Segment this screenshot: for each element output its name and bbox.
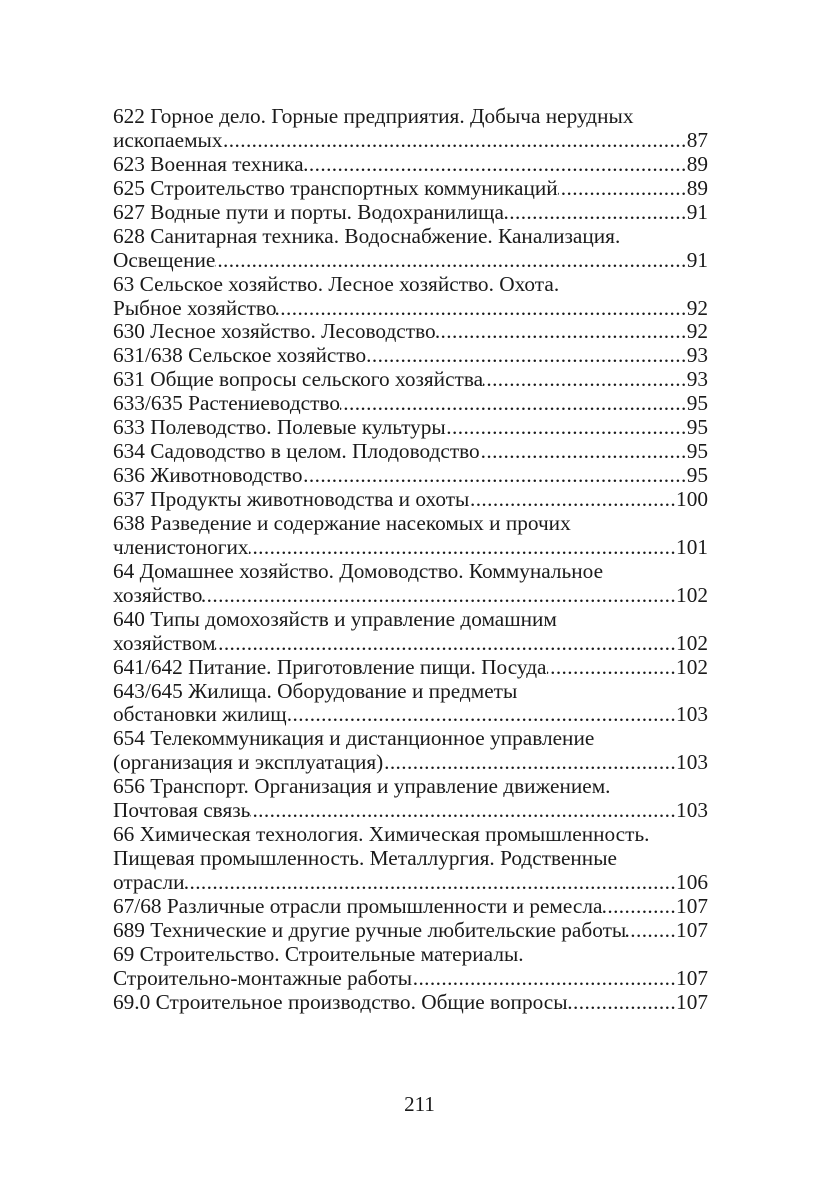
toc-entry-page: 95 — [686, 391, 708, 416]
toc-entry-title: ископаемых — [113, 127, 223, 152]
toc-entry-line: 628 Санитарная техника. Водоснабжение. Канализация. — [113, 224, 621, 248]
toc-entry-last-line — [113, 344, 708, 368]
toc-entry — [113, 991, 708, 1015]
toc-entry-last-line — [113, 871, 708, 895]
dot-leader — [340, 392, 687, 416]
toc-entry-page: 95 — [686, 439, 708, 464]
toc-entry — [113, 488, 708, 512]
dot-leader — [504, 201, 687, 225]
toc-entry — [113, 105, 708, 153]
dot-leader — [215, 249, 686, 273]
toc-entry-title: 637 Продукты животноводства и охоты — [113, 487, 470, 511]
toc-entry-line: 622 Горное дело. Горные предприятия. Добыча нерудных — [113, 105, 634, 128]
toc-entry-last-line — [113, 201, 708, 225]
toc-entry-page: 95 — [686, 415, 708, 440]
toc-entry — [113, 392, 708, 416]
dot-leader — [436, 320, 687, 344]
toc-entry-title: 67/68 Различные отрасли промышленности и ремесла — [113, 893, 603, 918]
toc-entry-page: 103 — [676, 798, 708, 823]
toc-entry-page: 87 — [686, 127, 708, 152]
toc-entry — [113, 823, 708, 895]
toc-entry-line: 643/645 Жилища. Оборудование и предметы — [113, 679, 518, 703]
toc-entry-line: Пищевая промышленность. Металлургия. Родственные — [113, 847, 617, 871]
toc-entry-last-line — [113, 751, 708, 775]
toc-entry-line: 69 Строительство. Строительные материалы. — [113, 942, 524, 966]
toc-entry-page: 107 — [676, 965, 708, 990]
toc-entry-title: обстановки жилищ — [113, 702, 287, 727]
dot-leader — [469, 488, 676, 512]
dot-leader — [558, 177, 687, 201]
toc-entry-line: 654 Телекоммуникация и дистанционное управление — [113, 727, 595, 751]
toc-entry-title: 630 Лесное хозяйство. Лесоводство — [113, 319, 436, 344]
toc-entry — [113, 775, 708, 823]
toc-entry-title: 634 Садоводство в целом. Плодоводство — [113, 439, 480, 464]
toc-entry-title: 631/638 Сельское хозяйство — [113, 343, 367, 368]
toc-entry-last-line — [113, 488, 708, 512]
toc-entry-title: Рыбное хозяйство — [113, 295, 277, 320]
toc-entry-last-line — [113, 320, 708, 344]
toc-entry — [113, 895, 708, 919]
toc-entry — [113, 153, 708, 177]
toc-entry-page: 102 — [676, 582, 708, 607]
toc-entry-title: отрасли — [113, 870, 185, 894]
toc-entry-line: 656 Транспорт. Организация и управление движением. — [113, 775, 611, 799]
toc-entry-last-line — [113, 153, 708, 177]
toc-entry-page: 107 — [676, 917, 708, 942]
toc-entry-page: 89 — [686, 175, 708, 200]
dot-leader — [383, 751, 676, 775]
dot-leader — [185, 871, 677, 895]
toc-entry — [113, 416, 708, 440]
toc-entry-title: хозяйством — [113, 630, 216, 655]
toc-entry-page: 103 — [676, 702, 708, 727]
toc-entry-page: 92 — [686, 319, 708, 344]
table-of-contents — [113, 105, 708, 1015]
toc-entry — [113, 320, 708, 344]
toc-entry-page: 89 — [686, 151, 708, 176]
toc-entry-line: 64 Домашнее хозяйство. Домоводство. Коммунальное — [113, 559, 604, 583]
toc-entry — [113, 344, 708, 368]
toc-entry — [113, 225, 708, 273]
toc-entry-last-line — [113, 991, 708, 1015]
toc-entry — [113, 464, 708, 488]
toc-entry-page: 95 — [686, 463, 708, 488]
toc-entry-page: 102 — [676, 654, 708, 679]
dot-leader — [480, 440, 687, 464]
dot-leader — [547, 656, 677, 680]
dot-leader — [483, 368, 687, 392]
toc-entry — [113, 608, 708, 656]
toc-entry-last-line — [113, 416, 708, 440]
toc-entry-last-line — [113, 392, 708, 416]
dot-leader — [366, 344, 687, 368]
toc-entry-page: 103 — [676, 750, 708, 775]
toc-entry-last-line — [113, 129, 708, 153]
dot-leader — [287, 703, 676, 727]
toc-entry-title: 689 Технические и другие ручные любительские работы — [113, 917, 627, 942]
toc-entry-last-line — [113, 656, 708, 680]
toc-entry — [113, 273, 708, 321]
dot-leader — [304, 153, 687, 177]
toc-entry-title: (организация и эксплуатация) — [113, 750, 384, 775]
toc-entry-last-line — [113, 177, 708, 201]
toc-entry-page: 92 — [686, 295, 708, 320]
toc-entry-last-line — [113, 440, 708, 464]
toc-entry-last-line — [113, 536, 708, 560]
toc-entry-last-line — [113, 632, 708, 656]
toc-entry-line: 63 Сельское хозяйство. Лесное хозяйство. Охота. — [113, 272, 560, 296]
toc-entry — [113, 512, 708, 560]
page-number: 211 — [404, 1092, 435, 1116]
dot-leader — [202, 584, 676, 608]
dot-leader — [215, 632, 676, 656]
toc-entry-line: 640 Типы домохозяйств и управление домашним — [113, 607, 557, 631]
dot-leader — [249, 536, 677, 560]
dot-leader — [250, 799, 676, 823]
toc-entry-last-line — [113, 368, 708, 392]
toc-entry-title: 623 Военная техника — [113, 151, 304, 176]
toc-entry-last-line — [113, 297, 708, 321]
toc-entry-title: 641/642 Питание. Приготовление пищи. Посуда — [113, 654, 547, 679]
toc-entry-title: 633 Полеводство. Полевые культуры — [113, 415, 446, 440]
toc-entry-page: 91 — [686, 247, 708, 272]
toc-entry — [113, 177, 708, 201]
toc-entry-page: 106 — [676, 870, 708, 894]
toc-entry-last-line — [113, 967, 708, 991]
toc-entry — [113, 560, 708, 608]
toc-entry-last-line — [113, 584, 708, 608]
toc-entry-title: хозяйство — [113, 582, 203, 607]
toc-entry-line: 66 Химическая технология. Химическая промышленность. — [113, 823, 650, 847]
toc-entry-page: 102 — [676, 630, 708, 655]
toc-entry-title: Почтовая связь — [113, 798, 251, 823]
toc-entry-last-line — [113, 249, 708, 273]
toc-entry-title: Освещение — [113, 247, 216, 272]
toc-entry-title: 627 Водные пути и порты. Водохранилища — [113, 199, 504, 224]
dot-leader — [626, 919, 676, 943]
toc-entry-title: Строительно-монтажные работы — [113, 965, 413, 990]
toc-entry-page: 100 — [676, 487, 708, 511]
toc-entry-page: 93 — [686, 367, 708, 392]
toc-entry — [113, 201, 708, 225]
toc-entry-title: 631 Общие вопросы сельского хозяйства — [113, 367, 484, 392]
dot-leader — [568, 991, 677, 1015]
dot-leader — [302, 464, 686, 488]
dot-leader — [223, 129, 687, 153]
toc-entry — [113, 943, 708, 991]
toc-entry-last-line — [113, 895, 708, 919]
dot-leader — [276, 297, 686, 321]
toc-entry — [113, 368, 708, 392]
toc-entry-page: 107 — [676, 893, 708, 918]
toc-entry-line: 638 Разведение и содержание насекомых и прочих — [113, 511, 571, 535]
dot-leader — [602, 895, 676, 919]
toc-entry-last-line — [113, 703, 708, 727]
toc-entry-title: 69.0 Строительное производство. Общие вопросы — [113, 989, 568, 1014]
toc-entry-last-line — [113, 799, 708, 823]
toc-entry-title: 636 Животноводство — [113, 463, 303, 488]
toc-entry-title: 625 Строительство транспортных коммуникаций — [113, 175, 558, 200]
toc-entry-last-line — [113, 919, 708, 943]
toc-entry — [113, 440, 708, 464]
toc-entry — [113, 680, 708, 728]
toc-entry-page: 91 — [686, 199, 708, 224]
toc-entry-page: 101 — [676, 534, 708, 559]
toc-entry-page: 93 — [686, 343, 708, 368]
toc-entry-page: 107 — [676, 989, 708, 1014]
toc-entry-title: членистоногих — [113, 534, 249, 559]
toc-entry-last-line — [113, 464, 708, 488]
toc-entry-title: 633/635 Растениеводство — [113, 391, 340, 416]
dot-leader — [412, 967, 676, 991]
toc-entry — [113, 919, 708, 943]
toc-entry — [113, 656, 708, 680]
toc-entry — [113, 727, 708, 775]
dot-leader — [446, 416, 687, 440]
